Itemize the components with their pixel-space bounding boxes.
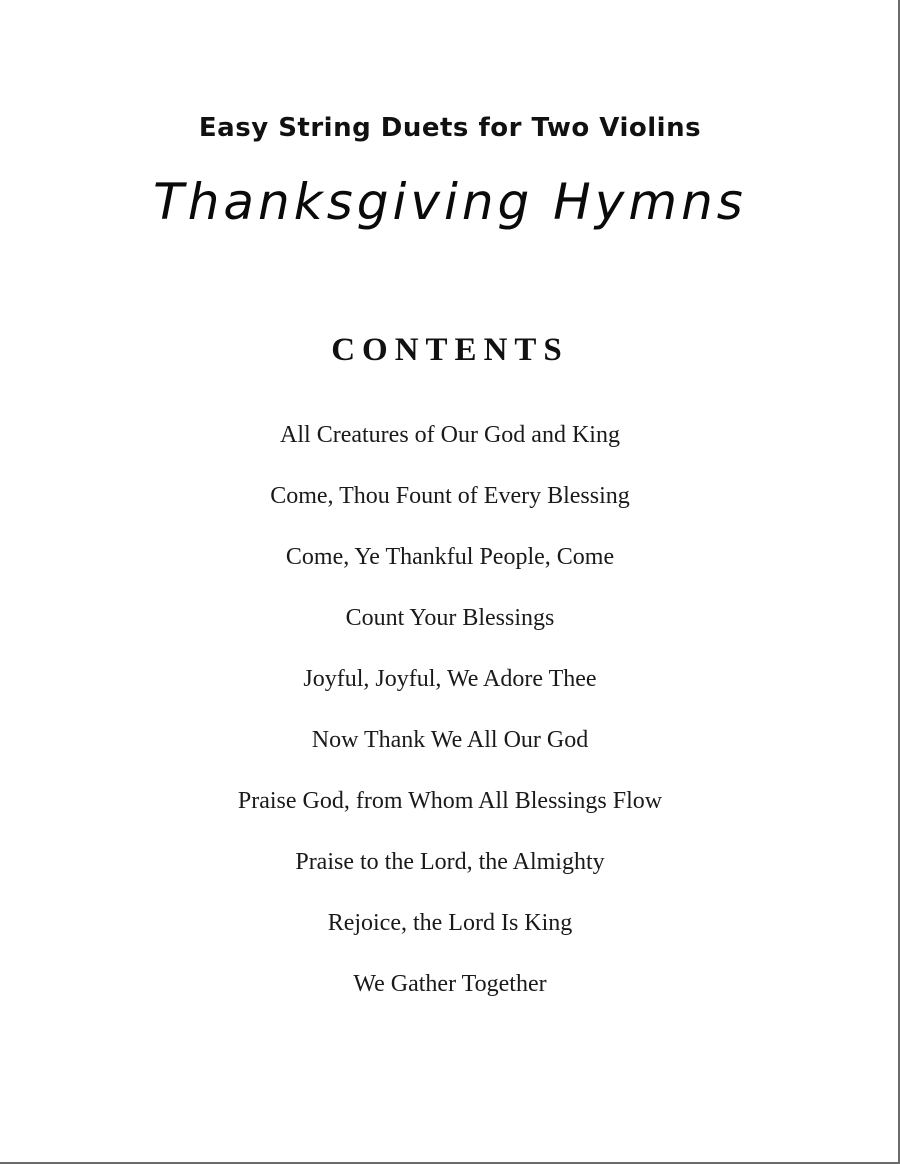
- contents-heading: CONTENTS: [331, 332, 569, 368]
- toc-item: Count Your Blessings: [345, 605, 555, 631]
- toc-item: Praise God, from Whom All Blessings Flow: [237, 788, 663, 814]
- toc-item: All Creatures of Our God and King: [280, 422, 620, 448]
- toc-item: Joyful, Joyful, We Adore Thee: [303, 666, 597, 692]
- toc-item: Come, Ye Thankful People, Come: [285, 544, 615, 570]
- book-title: Thanksgiving Hymns: [153, 173, 747, 231]
- toc-item: Now Thank We All Our God: [311, 727, 589, 753]
- toc-item: We Gather Together: [353, 971, 547, 997]
- book-subtitle: Easy String Duets for Two Violins: [198, 113, 702, 143]
- toc-item: Come, Thou Fount of Every Blessing: [270, 483, 630, 509]
- toc-item: Rejoice, the Lord Is King: [327, 910, 573, 936]
- toc-item: Praise to the Lord, the Almighty: [295, 849, 605, 875]
- table-of-contents: [0, 415, 900, 1025]
